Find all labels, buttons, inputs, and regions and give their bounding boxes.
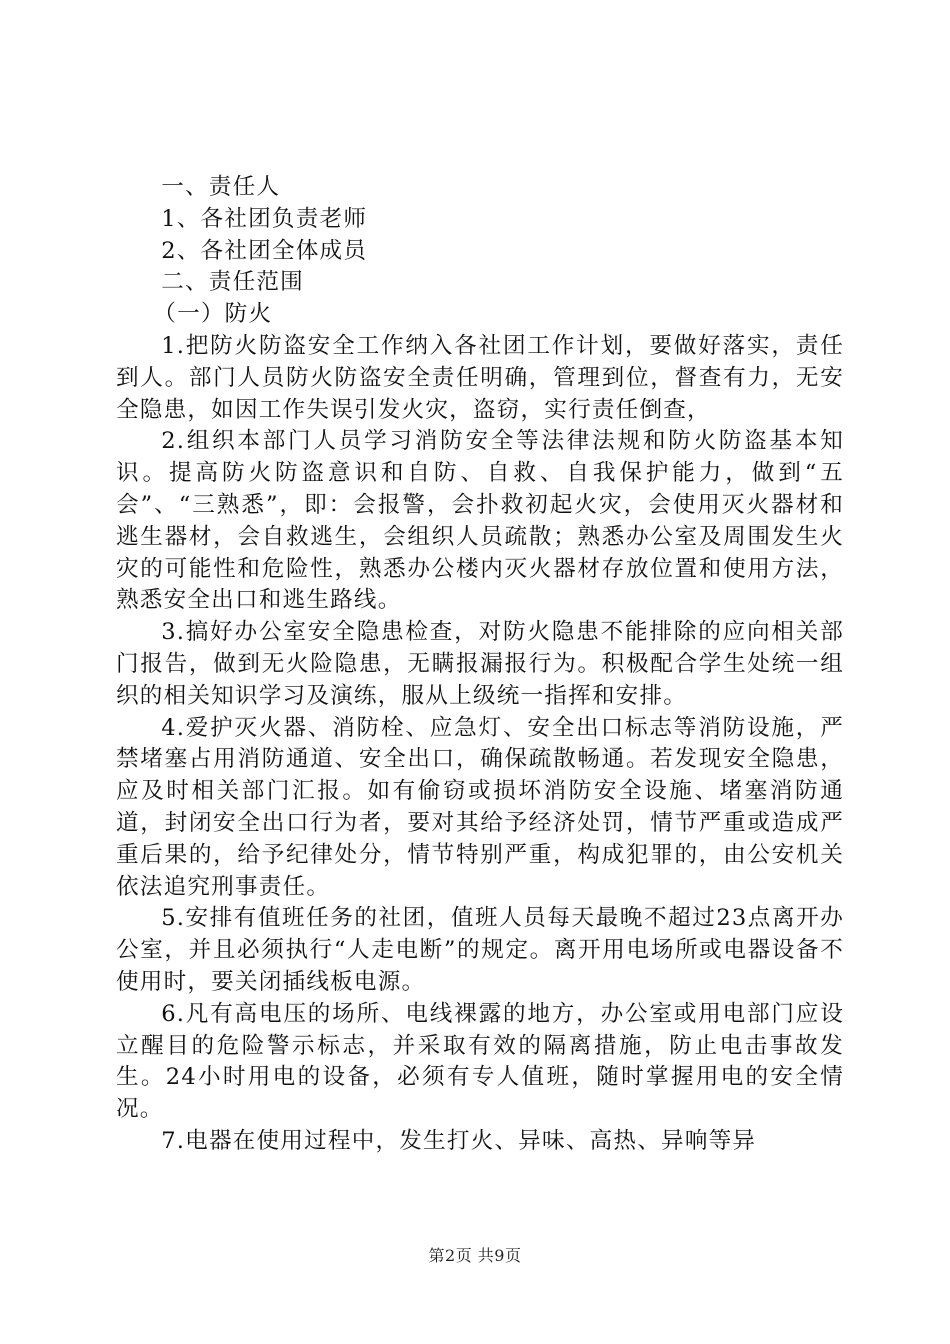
body-paragraph: 1.把防火防盗安全工作纳入各社团工作计划，要做好落实，责任到人。部门人员防火防盗安全责任明确，管理到位，督查有力，无安全隐患，如因工作失误引发火灾，盗窃，实行责任倒查，	[116, 332, 844, 423]
body-paragraph: 4.爱护灭火器、消防栓、应急灯、安全出口标志等消防设施，严禁堵塞占用消防通道、安全出口，确保疏散畅通。若发现安全隐患，应及时相关部门汇报。如有偷窃或损坏消防安全设施、堵塞消防通道，封闭安全出口行为者，要对其给予经济处罚，情节严重或造成严重后果的，给予纪律处分，情节特别严重，构成犯罪的，由公安机关依法追究刑事责任。	[116, 714, 844, 900]
document-body	[116, 172, 844, 1158]
body-paragraph: 5.安排有值班任务的社团，值班人员每天最晚不超过23点离开办公室，并且必须执行“人走电断”的规定。离开用电场所或电器设备不使用时，要关闭插线板电源。	[116, 905, 844, 995]
list-item: 1、各社团负责老师	[161, 205, 368, 232]
body-paragraph: 3.搞好办公室安全隐患检查，对防火隐患不能排除的应向相关部门报告，做到无火险隐患，无瞒报漏报行为。积极配合学生处统一组织的相关知识学习及演练，服从上级统一指挥和安排。	[116, 619, 844, 709]
section-heading-responsible-person: 一、责任人	[161, 174, 281, 200]
body-paragraph: 7.电器在使用过程中，发生打火、异味、高热、异响等异	[161, 1127, 757, 1154]
body-paragraph: 6.凡有高电压的场所、电线裸露的地方，办公室或用电部门应设立醒目的危险警示标志，并采取有效的隔离措施，防止电击事故发生。24小时用电的设备，必须有专人值班，随时掌握用电的安全情况。	[116, 1000, 844, 1123]
page-number-footer: 第2页 共9页	[428, 1246, 522, 1265]
list-item: 2、各社团全体成员	[161, 237, 368, 264]
body-paragraph: 2.组织本部门人员学习消防安全等法律法规和防火防盗基本知识。提高防火防盗意识和自防、自救、自我保护能力，做到“五会”、“三熟悉”，即：会报警，会扑救初起火灾，会使用灭火器材和逃生器材，会自救逃生，会组织人员疏散；熟悉办公室及周围发生火灾的可能性和危险性，熟悉办公楼内灭火器材存放位置和使用方法，熟悉安全出口和逃生路线。	[116, 428, 844, 614]
section-heading-scope: 二、责任范围	[161, 269, 304, 296]
subsection-heading-fire-prevention: （一）防火	[153, 301, 273, 328]
